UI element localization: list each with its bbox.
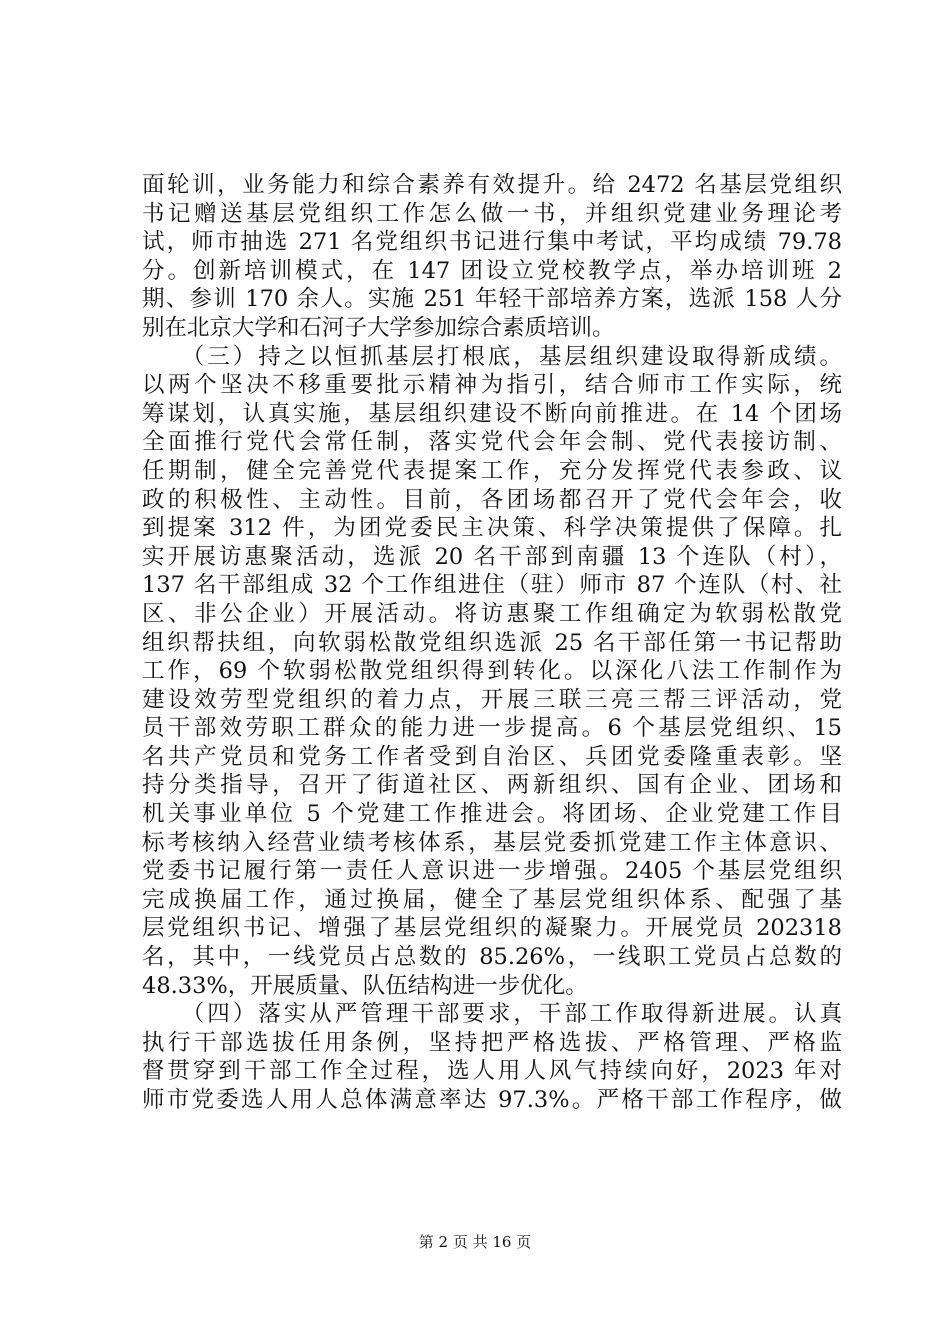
text-line: 137 名干部组成 32 个工作组进住（驻）师市 87 个连队（村、社 <box>142 572 842 599</box>
text-line: 区、非公企业）开展活动。将访惠聚工作组确定为软弱松散党 <box>142 600 842 627</box>
text-line: 持分类指导，召开了街道社区、两新组织、国有企业、团场和 <box>142 772 842 799</box>
text-line: 工作，69 个软弱松散党组织得到转化。以深化八法工作制作为 <box>142 658 842 685</box>
text-line: （四）落实从严管理干部要求，干部工作取得新进展。认真 <box>142 1001 842 1028</box>
text-line: 机关事业单位 5 个党建工作推进会。将团场、企业党建工作目 <box>142 801 842 828</box>
text-line: 政的积极性、主动性。目前，各团场都召开了党代会年会，收 <box>142 486 842 513</box>
text-line: 名，其中，一线党员占总数的 85.26%，一线职工党员占总数的 <box>142 944 842 971</box>
text-line: 党委书记履行第一责任人意识进一步增强。2405 个基层党组织 <box>142 858 842 885</box>
text-line: 执行干部选拔任用条例，坚持把严格选拔、严格管理、严格监 <box>142 1029 842 1056</box>
text-line: 督贯穿到干部工作全过程，选人用人风气持续向好，2023 年对 <box>142 1058 842 1085</box>
text-line: 期、参训 170 余人。实施 251 年轻干部培养方案，选派 158 人分 <box>142 286 842 313</box>
text-line: 别在北京大学和石河子大学参加综合素质培训。 <box>142 314 615 341</box>
text-line: 书记赠送基层党组织工作怎么做一书，并组织党建业务理论考 <box>142 200 842 227</box>
document-body <box>142 171 842 1115</box>
text-line: 完成换届工作，通过换届，健全了基层党组织体系、配强了基 <box>142 886 842 913</box>
text-line: 任期制，健全完善党代表提案工作，充分发挥党代表参政、议 <box>142 457 842 484</box>
text-line: 试，师市抽选 271 名党组织书记进行集中考试，平均成绩 79.78 <box>142 229 842 256</box>
text-line: 筹谋划，认真实施，基层组织建设不断向前推进。在 14 个团场 <box>142 400 842 427</box>
text-line: （三）持之以恒抓基层打根底，基层组织建设取得新成绩。 <box>142 343 842 370</box>
text-line: 组织帮扶组，向软弱松散党组织选派 25 名干部任第一书记帮助 <box>142 629 842 656</box>
text-line: 名共产党员和党务工作者受到自治区、兵团党委隆重表彰。坚 <box>142 743 842 770</box>
text-line: 分。创新培训模式，在 147 团设立党校教学点，举办培训班 2 <box>142 257 842 284</box>
text-line: 面轮训，业务能力和综合素养有效提升。给 2472 名基层党组织 <box>142 172 842 198</box>
text-line: 以两个坚决不移重要批示精神为指引，结合师市工作实际，统 <box>142 372 842 399</box>
page-number-footer: 第 2 页 共 16 页 <box>418 1233 532 1251</box>
text-line: 员干部效劳职工群众的能力进一步提高。6 个基层党组织、15 <box>142 715 842 742</box>
text-line: 到提案 312 件，为团党委民主决策、科学决策提供了保障。扎 <box>142 515 842 542</box>
text-line: 师市党委选人用人总体满意率达 97.3%。严格干部工作程序，做 <box>142 1087 842 1113</box>
text-line: 48.33%，开展质量、队伍结构进一步优化。 <box>142 972 588 999</box>
text-line: 标考核纳入经营业绩考核体系，基层党委抓党建工作主体意识、 <box>142 829 842 856</box>
text-line: 层党组织书记、增强了基层党组织的凝聚力。开展党员 202318 <box>142 915 842 942</box>
text-line: 全面推行党代会常任制，落实党代会年会制、党代表接访制、 <box>142 429 842 456</box>
text-line: 实开展访惠聚活动，选派 20 名干部到南疆 13 个连队（村）， <box>142 543 842 570</box>
text-line: 建设效劳型党组织的着力点，开展三联三亮三帮三评活动，党 <box>142 686 842 713</box>
